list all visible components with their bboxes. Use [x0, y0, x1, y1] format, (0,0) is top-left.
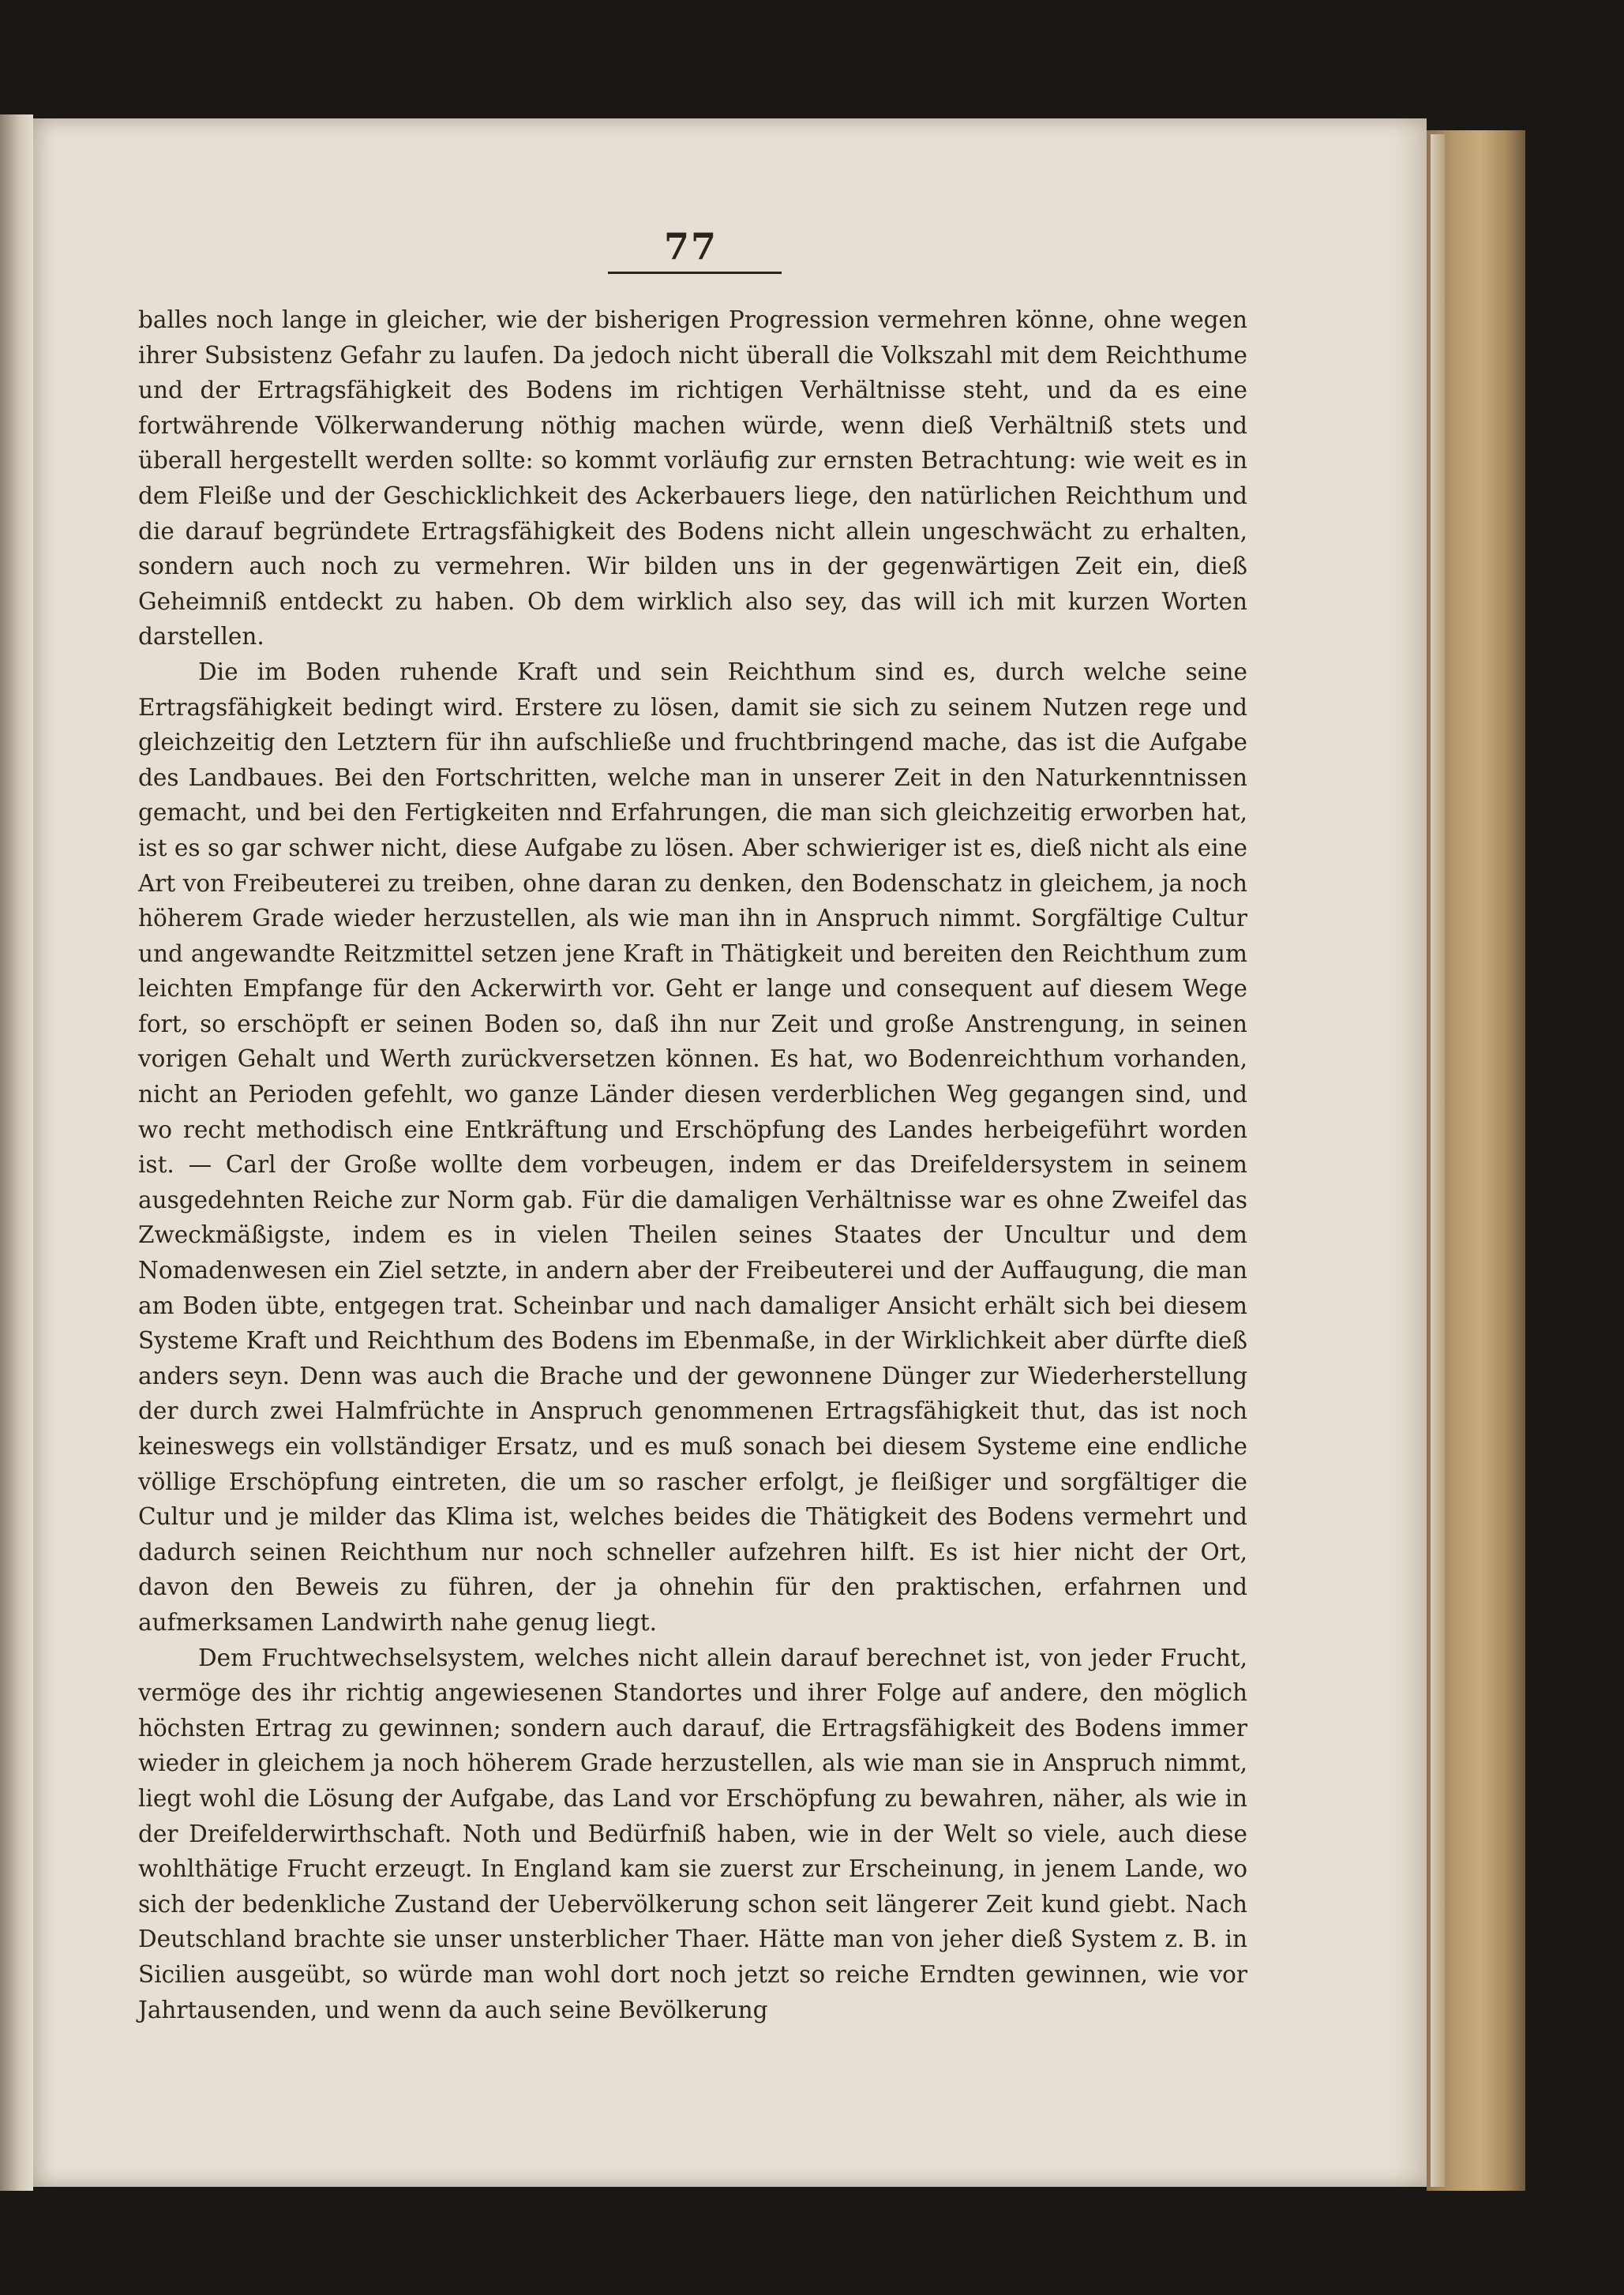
header-rule [608, 272, 782, 274]
paragraph-2: Die im Boden ruhende Kraft und sein Reichthum sind es, durch welche seine Ertragsfähigkeit bedingt wird. Erstere zu lösen, damit sie sich zu seinem Nutzen rege und gleichzeitig den Letztern für ihn aufschließe und fruchtbringend mache, das ist die Aufgabe des Landbaues. Bei den Fortschritten, welche man in unserer Zeit in den Naturkenntnissen gemacht, und bei den Fertigkeiten nnd Erfahrungen, die man sich gleichzeitig erworben hat, ist es so gar schwer nicht, diese Aufgabe zu lösen. Aber schwieriger ist es, dieß nicht als eine Art von Freibeuterei zu treiben, ohne daran zu denken, den Bodenschatz in gleichem, ja noch höherem Grade wieder herzustellen, als wie man ihn in Anspruch nimmt. Sorgfältige Cultur und angewandte Reitzmittel setzen jene Kraft in Thätigkeit und bereiten den Reichthum zum leichten Empfange für den Ackerwirth vor. Geht er lange und consequent auf diesem Wege fort, so erschöpft er seinen Boden so, daß ihn nur Zeit und große Anstrengung, in seinen vorigen Gehalt und Werth zurückversetzen können. Es hat, wo Bodenreichthum vorhanden, nicht an Perioden gefehlt, wo ganze Länder diesen verderblichen Weg gegangen sind, und wo recht methodisch eine Entkräftung und Erschöpfung des Landes herbeigeführt worden ist. — Carl der Große wollte dem vorbeugen, indem er das Dreifeldersystem in seinem ausgedehnten Reiche zur Norm gab. Für die damaligen Verhältnisse war es ohne Zweifel das Zweckmäßigste, indem es in vielen Theilen seines Staates der Uncultur und dem Nomadenwesen ein Ziel setzte, in andern aber der Freibeuterei und der Auffaugung, die man am Boden übte, entgegen trat. Scheinbar und nach damaliger Ansicht erhält sich bei diesem Systeme Kraft und Reichthum des Bodens im Ebenmaße, in der Wirklichkeit aber dürfte dieß anders seyn. Denn was auch die Brache und der gewonnene Dünger zur Wiederherstellung der durch zwei Halmfrüchte in Anspruch genommenen Ertragsfähigkeit thut, das ist noch keineswegs ein vollständiger Ersatz, und es muß sonach bei diesem Systeme eine endliche völlige Erschöpfung eintreten, die um so rascher erfolgt, je fleißiger und sorgfältiger die Cultur und je milder das Klima ist, welches beides die Thätigkeit des Bodens vermehrt und dadurch seinen Reichthum nur noch schneller aufzehren hilft. Es ist hier nicht der Ort, davon den Beweis zu führen, der ja ohnehin für den praktischen, erfahrnen und aufmerksamen Landwirth nahe genug liegt. [138, 658, 1247, 1636]
paragraph-3: Dem Fruchtwechselsystem, welches nicht allein darauf berechnet ist, von jeder Frucht, vermöge des ihr richtig angewiesenen Standortes und ihrer Folge auf andere, den möglich höchsten Ertrag zu gewinnen; sondern auch darauf, die Ertragsfähigkeit des Bodens immer wieder in gleichem ja noch höherem Grade herzustellen, als wie man sie in Anspruch nimmt, liegt wohl die Lösung der Aufgabe, das Land vor Erschöpfung zu bewahren, näher, als wie in der Dreifelderwirthschaft. Noth und Bedürfniß haben, wie in der Welt so viele, auch diese wohlthätige Frucht erzeugt. In England kam sie zuerst zur Erscheinung, in jenem Lande, wo sich der bedenkliche Zustand der Uebervölkerung schon seit längerer Zeit kund giebt. Nach Deutschland brachte sie unser unsterblicher Thaer. Hätte man von jeher dieß System z. B. in Sicilien ausgeübt, so würde man wohl dort noch jetzt so reiche Erndten gewinnen, wie vor Jahrtausenden, und wenn da auch seine Bevölkerung [138, 1644, 1247, 2023]
paragraph-1: balles noch lange in gleicher, wie der bisherigen Progression vermehren könne, ohne wegen ihrer Subsistenz Gefahr zu laufen. Da jedoch nicht überall die Volkszahl mit dem Reichthume und der Ertragsfähigkeit des Bodens im richtigen Verhältnisse steht, und da es eine fortwährende Völkerwanderung nöthig machen würde, wenn dieß Verhältniß stets und überall hergestellt werden sollte: so kommt vorläufig zur ernsten Betrachtung: wie weit es in dem Fleiße und der Geschicklichkeit des Ackerbauers liege, den natürlichen Reichthum und die darauf begründete Ertragsfähigkeit des Bodens nicht allein ungeschwächt zu erhalten, sondern auch noch zu vermehren. Wir bilden uns in der gegenwärtigen Zeit ein, dieß Geheimniß entdeckt zu haben. Ob dem wirklich also sey, das will ich mit kurzen Worten darstellen. [138, 306, 1247, 651]
page-stack-edge [1431, 134, 1445, 2187]
facing-page-edge [0, 114, 33, 2191]
body-text [138, 302, 1247, 2027]
page-number: 77 [663, 225, 718, 268]
